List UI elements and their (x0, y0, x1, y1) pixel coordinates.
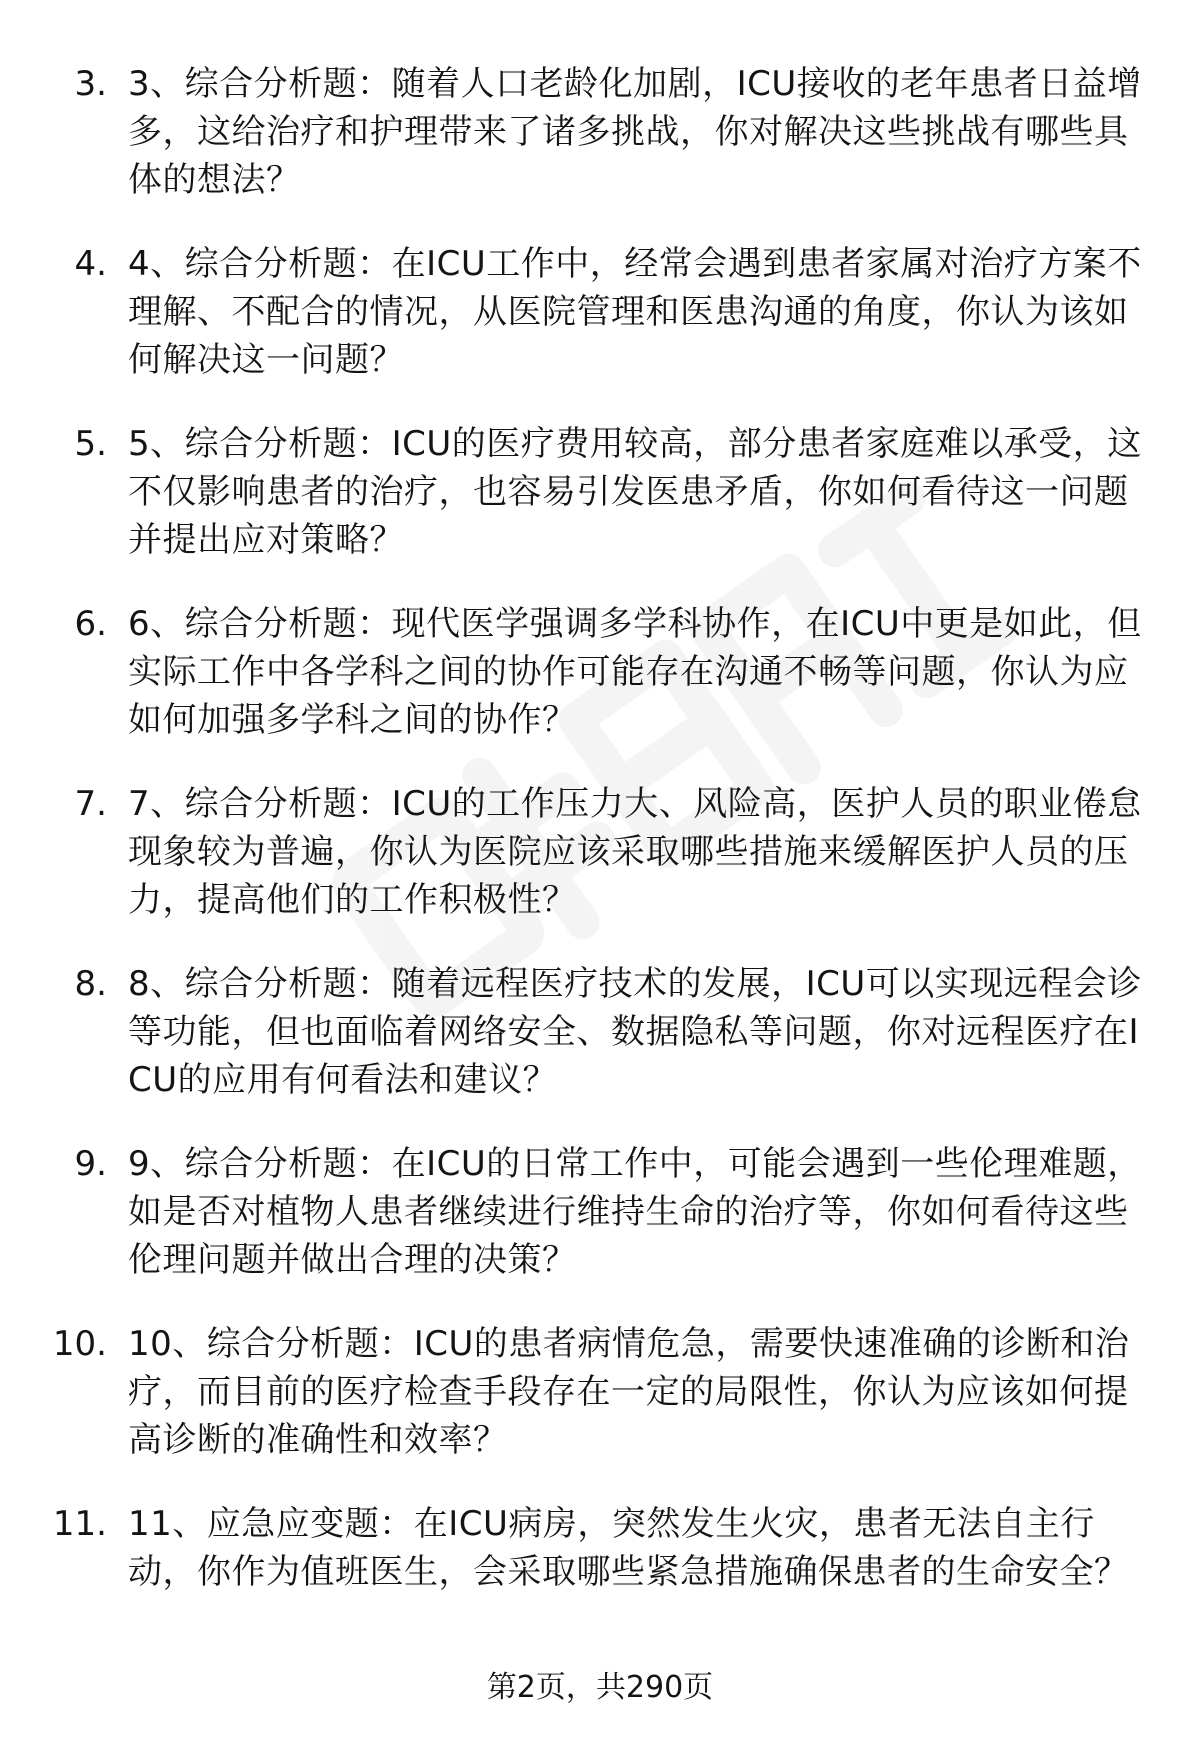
question-number: 8. (74, 964, 107, 1004)
question-number: 11. (52, 1504, 107, 1544)
question-number: 10. (52, 1324, 107, 1364)
question-item-10 (0, 1320, 1200, 1500)
question-list (0, 60, 1200, 1680)
page-footer: 第2页，共290页 (486, 1670, 714, 1705)
question-number: 6. (74, 604, 107, 644)
question-number: 4. (74, 244, 107, 284)
question-text: 11、应急应变题：在ICU病房，突然发生火灾，患者无法自主行动，你作为值班医生，会采取哪些紧急措施确保患者的生命安全？ (128, 1504, 1129, 1592)
question-item-4 (0, 240, 1200, 420)
question-item-9 (0, 1140, 1200, 1320)
question-text: 4、综合分析题：在ICU工作中，经常会遇到患者家属对治疗方案不理解、不配合的情况，从医院管理和医患沟通的角度，你认为该如何解决这一问题？ (128, 244, 1142, 380)
question-text: 7、综合分析题：ICU的工作压力大、风险高，医护人员的职业倦怠现象较为普遍，你认为医院应该采取哪些措施来缓解医护人员的压力，提高他们的工作积极性？ (128, 784, 1142, 920)
question-item-6 (0, 600, 1200, 780)
question-text: 9、综合分析题：在ICU的日常工作中，可能会遇到一些伦理难题，如是否对植物人患者继续进行维持生命的治疗等，你如何看待这些伦理问题并做出合理的决策？ (128, 1144, 1142, 1280)
question-item-5 (0, 420, 1200, 600)
question-text: 8、综合分析题：随着远程医疗技术的发展，ICU可以实现远程会诊等功能，但也面临着网络安全、数据隐私等问题，你对远程医疗在ICU的应用有何看法和建议？ (128, 964, 1142, 1100)
question-text: 10、综合分析题：ICU的患者病情危急，需要快速准确的诊断和治疗，而目前的医疗检查手段存在一定的局限性，你认为应该如何提高诊断的准确性和效率？ (128, 1324, 1130, 1460)
question-number: 5. (74, 424, 107, 464)
question-text: 3、综合分析题：随着人口老龄化加剧，ICU接收的老年患者日益增多，这给治疗和护理带来了诸多挑战，你对解决这些挑战有哪些具体的想法？ (128, 64, 1142, 200)
question-number: 9. (74, 1144, 107, 1184)
question-text: 5、综合分析题：ICU的医疗费用较高，部分患者家庭难以承受，这不仅影响患者的治疗，也容易引发医患矛盾，你如何看待这一问题并提出应对策略？ (128, 424, 1142, 560)
question-item-11 (0, 1500, 1200, 1680)
question-item-8 (0, 960, 1200, 1140)
question-number: 3. (74, 64, 107, 104)
question-item-3 (0, 60, 1200, 240)
question-number: 7. (74, 784, 107, 824)
question-item-7 (0, 780, 1200, 960)
question-text: 6、综合分析题：现代医学强调多学科协作，在ICU中更是如此，但实际工作中各学科之间的协作可能存在沟通不畅等问题，你认为应如何加强多学科之间的协作？ (128, 604, 1142, 740)
